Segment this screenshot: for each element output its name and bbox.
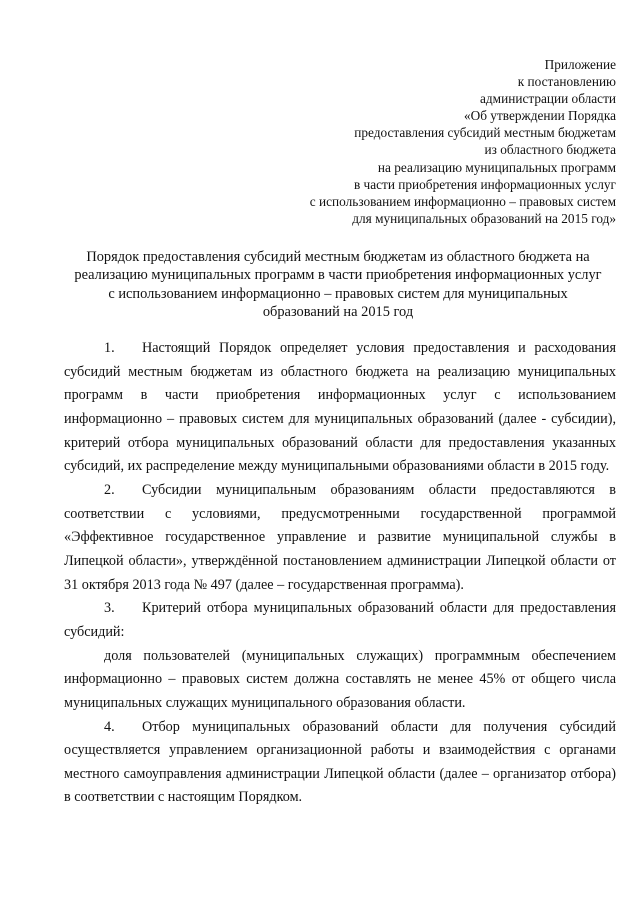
annex-header [256, 56, 616, 227]
paragraph-text: Отбор муниципальных образований области для получения субсидий осуществляется управлением организационной работы и взаимодействия с органами местного самоуправления администрации Липецкой области (далее – организатор отбора) в соответствии с настоящим Порядком. [64, 718, 616, 806]
annex-line: в части приобретения информационных услуг [353, 176, 616, 192]
document-body [64, 337, 616, 810]
annex-line: с использованием информационно – правовых систем [309, 193, 616, 209]
paragraph-3 [64, 597, 616, 644]
paragraph-text: доля пользователей (муниципальных служащих) программным обеспечением информационно – правовых систем должна составлять не менее 45% от общего числа муниципальных служащих муниципального образования области. [64, 647, 616, 711]
annex-line: Приложение [544, 57, 616, 72]
document-title [50, 248, 626, 321]
paragraph-number: 2. [104, 481, 115, 498]
paragraph-text: Критерий отбора муниципальных образований области для предоставления субсидий: [64, 600, 616, 640]
title-line: с использованием информационно – правовых систем для муниципальных [108, 285, 568, 302]
paragraph-text: Настоящий Порядок определяет условия предоставления и расходования субсидий местным бюджетам из областного бюджета на реализацию муниципальных программ в части приобретения информационных услуг с использованием информационно – правовых систем для муниципальных образований (далее - субсидии), критерий отбора муниципальных образований области для предоставления указанных субсидий, их распределение между муниципальными образованиями области в 2015 году. [64, 340, 616, 475]
annex-line: предоставления субсидий местным бюджетам [354, 125, 616, 141]
title-line: Порядок предоставления субсидий местным бюджетам из областного бюджета на [86, 249, 590, 265]
annex-line: «Об утверждении Порядка [463, 108, 616, 124]
paragraph-text: Субсидии муниципальным образованиям области предоставляются в соответствии с условиями, предусмотренными государственной программой «Эффективное государственное управление и развитие муниципальной службы в Липецкой области», утверждённой постановлением администрации Липецкой области от 31 октября 2013 года № 497 (далее – государственная программа). [64, 481, 616, 593]
annex-line: из областного бюджета [484, 142, 616, 158]
annex-line: на реализацию муниципальных программ [377, 159, 616, 175]
paragraph-2 [64, 479, 616, 597]
annex-line: администрации области [480, 91, 616, 107]
paragraph-1 [64, 337, 616, 479]
paragraph-number: 1. [104, 340, 115, 356]
paragraph-3-detail [64, 645, 616, 716]
title-line: образований на 2015 год [262, 303, 414, 320]
annex-line: для муниципальных образований на 2015 год» [352, 210, 616, 226]
paragraph-4 [64, 716, 616, 811]
title-line: реализацию муниципальных программ в части приобретения информационных услуг [74, 267, 602, 284]
annex-line: к постановлению [517, 74, 616, 90]
paragraph-number: 4. [104, 718, 115, 735]
paragraph-number: 3. [104, 600, 115, 617]
